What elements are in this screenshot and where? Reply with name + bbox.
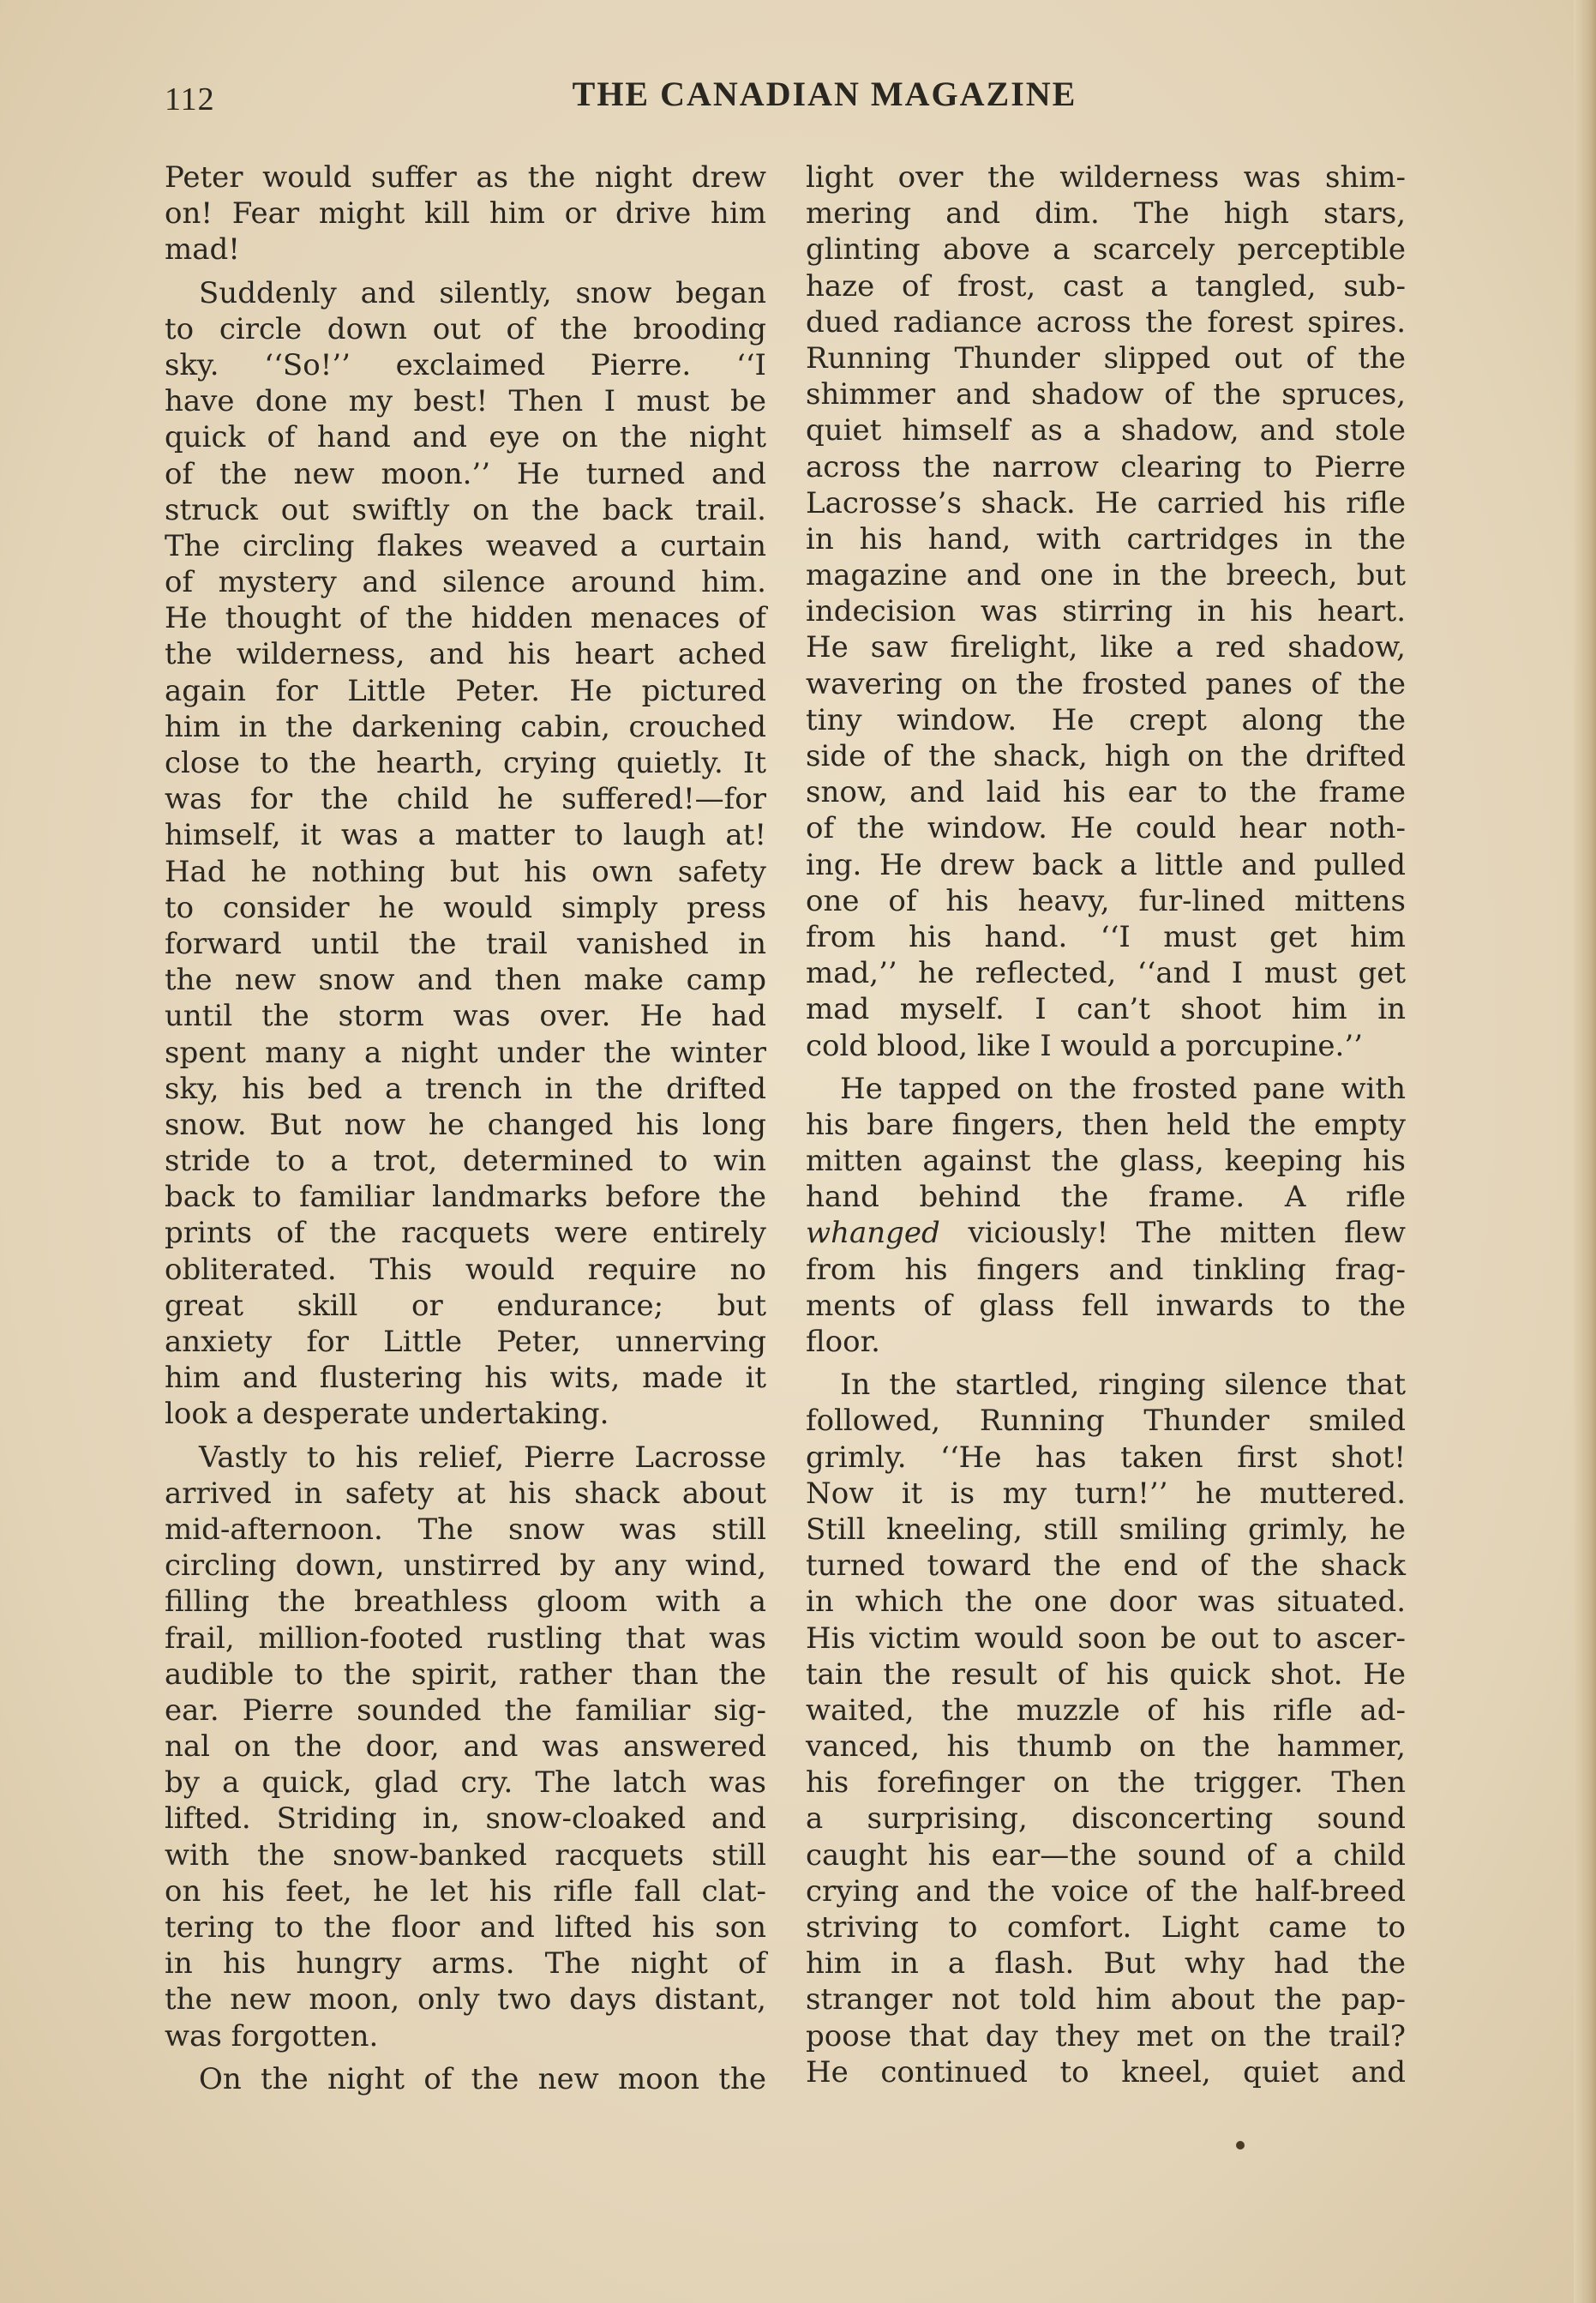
text-line: in which the one door was situated.	[806, 1584, 1406, 1620]
text-line: followed, Running Thunder smiled	[806, 1404, 1406, 1439]
text-line: a surprising, disconcerting sound	[806, 1801, 1406, 1837]
text-line: vanced, his thumb on the hammer,	[806, 1729, 1406, 1765]
text-line: The circling flakes weaved a curtain	[165, 528, 766, 563]
text-line	[806, 1215, 1406, 1251]
text-line: on his feet, he let his rifle fall clat-	[165, 1873, 766, 1909]
italic-word: whanged	[806, 1216, 940, 1251]
text-line: quick of hand and eye on the night	[165, 420, 766, 455]
text-line: indecision was stirring in his heart.	[806, 594, 1406, 629]
text-line: obliterated. This would require no	[165, 1252, 766, 1287]
text-line: His victim would soon be out to ascer-	[806, 1621, 1406, 1656]
text-line: mid-afternoon. The snow was still	[165, 1512, 766, 1547]
ink-spot	[1236, 2141, 1245, 2150]
text-line: circling down, unstirred by any wind,	[165, 1548, 766, 1584]
text-line: arrived in safety at his shack about	[165, 1476, 766, 1511]
text-line: tiny window. He crept along the	[806, 702, 1406, 737]
text-line: waited, the muzzle of his rifle ad-	[806, 1693, 1406, 1728]
text-line: with the snow-banked racquets still	[165, 1837, 766, 1873]
text-line: hand behind the frame. A rifle	[806, 1180, 1406, 1215]
text-line: mad!	[165, 232, 240, 268]
text-line: him and flustering his wits, made it	[165, 1361, 766, 1396]
text-line: He saw firelight, like a red shadow,	[806, 630, 1406, 665]
text-line: anxiety for Little Peter, unnerving	[165, 1325, 766, 1359]
text-line: him in the darkening cabin, crouched	[165, 709, 766, 744]
text-line: of the window. He could hear noth-	[806, 811, 1406, 846]
text-line: prints of the racquets were entirely	[165, 1216, 766, 1251]
text-line: cold blood, like I would a porcupine.’’	[806, 1028, 1363, 1063]
text-line: of the new moon.’’ He turned and	[165, 456, 766, 491]
text-line: side of the shack, high on the drifted	[806, 739, 1406, 773]
text-line: dued radiance across the forest spires.	[806, 304, 1406, 340]
text-line: caught his ear—the sound of a child	[806, 1837, 1406, 1873]
text-line: snow, and laid his ear to the frame	[806, 775, 1406, 810]
text-line: one of his heavy, fur-lined mittens	[806, 883, 1406, 918]
text-line: Vastly to his relief, Pierre Lacrosse	[199, 1440, 766, 1475]
text-line: close to the hearth, crying quietly. It	[165, 746, 766, 780]
text-line: Lacrosse’s shack. He carried his rifle	[806, 485, 1406, 520]
text-line: He tapped on the frosted pane with	[840, 1071, 1406, 1106]
text-run: viciously! The mitten flew	[939, 1216, 1406, 1251]
text-line: back to familiar landmarks before the	[165, 1180, 766, 1215]
text-line: struck out swiftly on the back trail.	[165, 492, 766, 527]
text-line: across the narrow clearing to Pierre	[806, 449, 1406, 484]
text-line: his bare fingers, then held the empty	[806, 1107, 1406, 1142]
text-line: have done my best! Then I must be	[165, 384, 766, 419]
text-line: poose that day they met on the trail?	[806, 2018, 1406, 2053]
text-line: was for the child he suffered!—for	[165, 782, 766, 817]
text-line: floor.	[806, 1325, 880, 1359]
text-line: ing. He drew back a little and pulled	[806, 847, 1406, 882]
text-line: glinting above a scarcely perceptible	[806, 232, 1406, 268]
text-line: look a desperate undertaking.	[165, 1397, 609, 1432]
text-line: by a quick, glad cry. The latch was	[165, 1765, 766, 1801]
right-column	[806, 159, 1406, 2090]
text-line: tering to the floor and lifted his son	[165, 1910, 766, 1945]
page-header	[165, 74, 1407, 125]
text-line: from his hand. ‘‘I must get him	[806, 919, 1406, 954]
left-column	[165, 159, 766, 2097]
text-line: striving to comfort. Light came to	[806, 1910, 1406, 1945]
text-line: sky. ‘‘So!’’ exclaimed Pierre. ‘‘I	[165, 347, 766, 382]
running-head: THE CANADIAN MAGAZINE	[572, 75, 1077, 113]
text-line: to circle down out of the brooding	[165, 311, 766, 346]
text-line: his forefinger on the trigger. Then	[806, 1765, 1406, 1801]
text-line: snow. But now he changed his long	[165, 1107, 766, 1142]
text-line: audible to the spirit, rather than the	[165, 1657, 766, 1692]
text-line: Now it is my turn!’’ he muttered.	[806, 1476, 1406, 1511]
text-line: to consider he would simply press	[165, 890, 766, 925]
text-line: grimly. ‘‘He has taken first shot!	[806, 1440, 1406, 1475]
page-edge	[1574, 0, 1596, 2303]
text-line: mad myself. I can’t shoot him in	[806, 992, 1406, 1027]
text-line: In the startled, ringing silence that	[840, 1368, 1406, 1403]
text-line: ear. Pierre sounded the familiar sig-	[165, 1693, 766, 1728]
text-line: him in a flash. But why had the	[806, 1946, 1406, 1981]
text-line: mitten against the glass, keeping his	[806, 1144, 1406, 1179]
text-line: from his fingers and tinkling frag-	[806, 1252, 1406, 1287]
text-line: in his hungry arms. The night of	[165, 1946, 766, 1981]
text-line: lifted. Striding in, snow-cloaked and	[165, 1801, 766, 1837]
text-line: He continued to kneel, quiet and	[806, 2054, 1406, 2090]
text-line: until the storm was over. He had	[165, 999, 766, 1034]
text-line: spent many a night under the winter	[165, 1035, 766, 1070]
text-line: the wilderness, and his heart ached	[165, 637, 766, 672]
text-line: himself, it was a matter to laugh at!	[165, 818, 766, 853]
text-line: forward until the trail vanished in	[165, 926, 766, 961]
text-line: of mystery and silence around him.	[165, 565, 766, 600]
text-line: in his hand, with cartridges in the	[806, 521, 1406, 556]
text-line: haze of frost, cast a tangled, sub-	[806, 268, 1406, 304]
text-line: stride to a trot, determined to win	[165, 1144, 766, 1179]
text-line: crying and the voice of the half-breed	[806, 1873, 1406, 1909]
text-line: ments of glass fell inwards to the	[806, 1288, 1406, 1323]
text-line: wavering on the frosted panes of the	[806, 666, 1406, 701]
text-line: magazine and one in the breech, but	[806, 558, 1406, 593]
text-line: again for Little Peter. He pictured	[165, 673, 766, 708]
text-line: stranger not told him about the pap-	[806, 1982, 1406, 2017]
text-line: filling the breathless gloom with a	[165, 1584, 766, 1620]
text-line: frail, million-footed rustling that was	[165, 1621, 766, 1656]
text-line: Peter would suffer as the night drew	[165, 160, 766, 195]
text-line: mering and dim. The high stars,	[806, 196, 1406, 232]
text-line: great skill or endurance; but	[165, 1288, 766, 1323]
page-number: 112	[165, 81, 215, 117]
text-line: was forgotten.	[165, 2018, 379, 2053]
text-line: sky, his bed a trench in the drifted	[165, 1071, 766, 1106]
text-line: mad,’’ he reflected, ‘‘and I must get	[806, 956, 1406, 991]
text-line: the new moon, only two days distant,	[165, 1982, 766, 2017]
text-line: Had he nothing but his own safety	[165, 854, 766, 889]
text-line: On the night of the new moon the	[199, 2061, 766, 2096]
text-line: Running Thunder slipped out of the	[806, 340, 1406, 376]
text-line: the new snow and then make camp	[165, 963, 766, 998]
text-line: tain the result of his quick shot. He	[806, 1657, 1406, 1692]
text-line: He thought of the hidden menaces of	[165, 601, 766, 636]
text-line: Suddenly and silently, snow began	[199, 275, 766, 310]
text-line: turned toward the end of the shack	[806, 1548, 1406, 1584]
text-line: light over the wilderness was shim-	[806, 160, 1406, 195]
text-line: Still kneeling, still smiling grimly, he	[806, 1512, 1406, 1547]
text-line: on! Fear might kill him or drive him	[165, 196, 766, 232]
text-line: shimmer and shadow of the spruces,	[806, 377, 1406, 412]
text-line: nal on the door, and was answered	[165, 1729, 766, 1765]
text-line: quiet himself as a shadow, and stole	[806, 413, 1406, 448]
